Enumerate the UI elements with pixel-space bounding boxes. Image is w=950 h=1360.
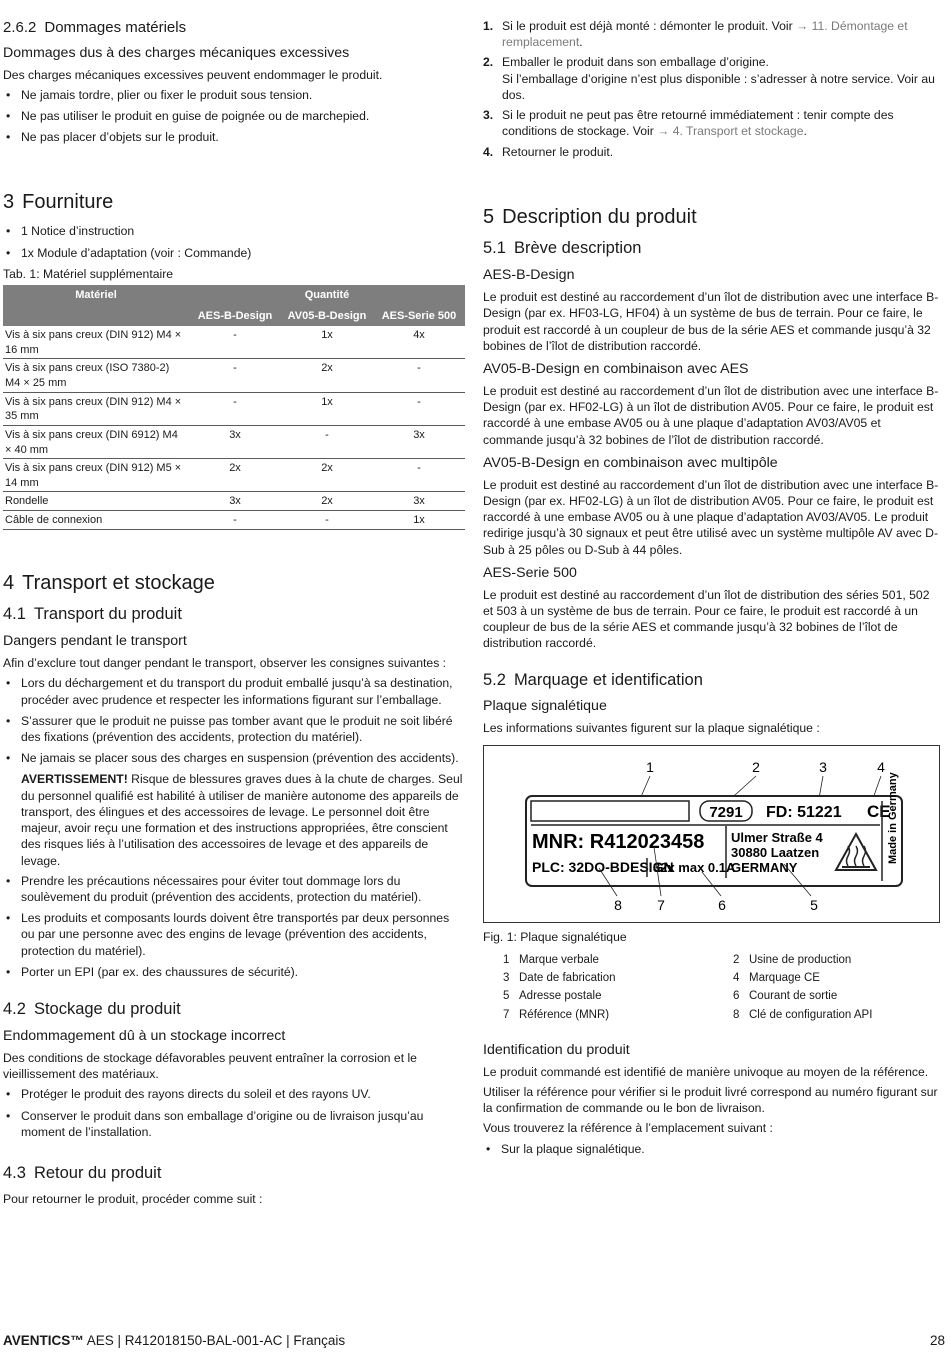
table-cell: Câble de connexion (3, 511, 189, 530)
right-column (483, 18, 941, 1162)
table-cell: - (189, 511, 281, 530)
table-cell: - (373, 392, 465, 425)
table-row (3, 392, 465, 425)
list-item: • Ne pas utiliser le produit en guise de poignée ou de marchepied. (3, 108, 465, 124)
step-item: 3. Si le produit ne peut pas être retourné immédiatement : tenir compte des conditions de stockage. Voir → 4. Transport et stockage. (483, 108, 894, 139)
warning-text: Risque de blessures graves dues à la chute de charges. Seul du personnel qualifié est habilité à utiliser de manière autonome des appareils de transport, des élingues et des accessoires de levage. Le personnel doit être majeur, avoir reçu une formation et des instructions appropriées, être conscient des risques liés à l’utilisation des accessoires de levage et des appareils de levage. (21, 772, 463, 868)
callout-4: 4 (877, 758, 885, 775)
step-item: 4. Retourner le produit. (483, 144, 614, 159)
output-current: 32x max 0.1A (653, 859, 736, 875)
legend-item: 8 Clé de configuration API (733, 1008, 873, 1021)
section-2-6-2-intro: Des charges mécaniques excessives peuvent endommager le produit. (3, 67, 383, 82)
list-item: • Ne pas placer d’objets sur le produit. (3, 129, 465, 145)
table-cell: 3x (189, 425, 281, 458)
table-header-quantity: Quantité (189, 285, 465, 306)
callout-1: 1 (646, 758, 654, 775)
table-cell: - (373, 459, 465, 492)
table-caption: Tab. 1: Matériel supplémentaire (3, 266, 174, 281)
table-cell: - (373, 359, 465, 392)
table-cell: 2x (281, 459, 373, 492)
list-item: • S’assurer que le produit ne puisse pas tomber avant que le produit ne soit libéré des fixations (prévention des accidents, protection du matériel). (3, 713, 465, 745)
figure-caption: Fig. 1: Plaque signalétique (483, 929, 627, 944)
list-item: • Ne jamais se placer sous des charges en suspension (prévention des accidents). (3, 750, 465, 766)
legend-item: 4 Marquage CE (733, 972, 820, 985)
section-4-3-intro: Pour retourner le produit, procéder comme suit : (3, 1191, 263, 1206)
table-cell: 2x (281, 359, 373, 392)
block-heading: AES-B-Design (483, 267, 575, 284)
block-heading: AES-Serie 500 (483, 564, 577, 581)
list-item: • 1 Notice d’instruction (3, 223, 465, 239)
nameplate-drawing (484, 746, 939, 922)
section-5-2-intro: Les informations suivantes figurent sur la plaque signalétique : (483, 721, 820, 736)
list-item: • Porter un EPI (par ex. des chaussures de sécurité). (3, 964, 465, 980)
warning-label: AVERTISSEMENT! (21, 772, 128, 787)
table-cell: Vis à six pans creux (ISO 7380-2) M4 × 25 mm (3, 359, 189, 392)
figure-legend (503, 953, 941, 1023)
table-header-col: AES-B-Design (189, 306, 281, 327)
table-header-col: AES-Serie 500 (373, 306, 465, 327)
address-line: GERMANY (731, 859, 798, 875)
ce-mark-icon: CE (867, 801, 891, 821)
table-cell: - (189, 359, 281, 392)
table-cell: Vis à six pans creux (DIN 912) M4 × 35 mm (3, 392, 189, 425)
step-item: 2. Emballer le produit dans son emballage d’origine. Si l’emballage d’origine n’est plus disponible : s’adresser à notre service. Voir au dos. (483, 55, 935, 102)
identification-bullets (483, 1141, 941, 1157)
table-row (3, 326, 465, 359)
table-row (3, 492, 465, 511)
table-cell: Rondelle (3, 492, 189, 511)
address-line: Ulmer Straße 4 (731, 829, 823, 845)
section-4-1-heading: 4.1 Transport du produit (3, 605, 182, 624)
block-heading: AV05-B-Design en combinaison avec AES (483, 361, 749, 378)
plc-code: PLC: 32DO-BDESIGN (532, 858, 674, 875)
table-cell: 2x (189, 459, 281, 492)
section-2-6-2-bullets (3, 87, 465, 146)
identification-heading: Identification du produit (483, 1041, 630, 1058)
table-cell: - (189, 392, 281, 425)
table-cell: 3x (373, 492, 465, 511)
section-4-1-bullets-2 (3, 873, 465, 980)
table-row (3, 425, 465, 458)
section-4-3-heading: 4.3 Retour du produit (3, 1163, 162, 1182)
chapter-4-heading: 4 Transport et stockage (3, 571, 215, 594)
block-heading: AV05-B-Design en combinaison avec multipôle (483, 454, 778, 471)
section-4-2-bullets (3, 1086, 465, 1140)
table-cell: - (189, 326, 281, 359)
nameplate-figure (483, 745, 940, 923)
callout-7: 7 (657, 896, 665, 913)
table-cell: Vis à six pans creux (DIN 912) M5 × 14 mm (3, 459, 189, 492)
table-cell: 1x (281, 392, 373, 425)
cross-ref-link[interactable]: 11. Démontage et remplacement (502, 19, 908, 50)
page-footer (3, 1332, 945, 1350)
identification-text: Le produit commandé est identifié de manière univoque au moyen de la référence. (483, 1064, 929, 1079)
chapter-3-bullets (3, 223, 465, 260)
arrow-icon: → (657, 124, 670, 139)
table-cell: 1x (373, 511, 465, 530)
chapter-5-heading: 5 Description du produit (483, 205, 697, 228)
list-item: • Lors du déchargement et du transport du produit emballé jusqu’à sa destination, procéder avec prudence et respecter les informations figurant sur l’emballage. (3, 675, 465, 707)
legend-item: 6 Courant de sortie (733, 990, 838, 1003)
block-text: Le produit est destiné au raccordement d’un îlot de distribution avec une interface B-Design (par ex. HF02-LG) à un îlot de distribution AV05. Pour ce faire, le produit est raccordé à une embase AV05 ou à une plaque d’adaptation AV03/AV05. Le produit redirige jusqu’à 30 signaux et peut être utilisé avec un système multipôle AV avec D-Sub à 25 pôles ou D-Sub à 44 pôles. (483, 477, 939, 557)
list-item: • Ne jamais tordre, plier ou fixer le produit sous tension. (3, 87, 465, 103)
section-4-1-intro: Afin d’exclure tout danger pendant le transport, observer les consignes suivantes : (3, 656, 447, 671)
section-4-2-subheading: Endommagement dû à un stockage incorrect (3, 1027, 286, 1044)
brand-name: AVENTICS™ (3, 1333, 84, 1348)
section-4-2-intro: Des conditions de stockage défavorables peuvent entraîner la corrosion et le vieillissement des matériaux. (3, 1050, 417, 1082)
legend-item: 3 Date de fabrication (503, 972, 616, 985)
section-4-1-subheading: Dangers pendant le transport (3, 633, 187, 650)
section-4-1-bullets (3, 675, 465, 766)
table-cell: - (281, 511, 373, 530)
legend-item: 2 Usine de production (733, 953, 852, 966)
return-steps (483, 18, 941, 160)
arrow-icon: → (796, 19, 809, 33)
table-row (3, 511, 465, 530)
address-line: 30880 Laatzen (731, 844, 820, 860)
block-text: Le produit est destiné au raccordement d’un îlot de distribution des séries 501, 502 et 503 à un système de bus de terrain. Pour ce faire, le produit est raccordé à un coupleur de bus de la série AES et commande jusqu’à 32 bobines de l’îlot de distribution raccordé. (483, 587, 930, 651)
table-cell: 1x (281, 326, 373, 359)
made-in-label: Made in Germany (887, 771, 899, 864)
table-cell: - (281, 425, 373, 458)
table-row (3, 459, 465, 492)
callout-8: 8 (614, 896, 622, 913)
section-5-2-heading: 5.2 Marquage et identification (483, 670, 703, 689)
table-cell: Vis à six pans creux (DIN 6912) M4 × 40 mm (3, 425, 189, 458)
table-header-col: AV05-B-Design (281, 306, 373, 327)
table-cell: 2x (281, 492, 373, 511)
legend-item: 7 Référence (MNR) (503, 1008, 610, 1021)
fd-code: FD: 51221 (766, 803, 842, 821)
list-item: • Protéger le produit des rayons directs du soleil et des rayons UV. (3, 1086, 465, 1102)
table-cell: 4x (373, 326, 465, 359)
identification-text: Utiliser la référence pour vérifier si le produit livré correspond au numéro figurant sur la confirmation de commande ou le bon de livraison. (483, 1084, 938, 1116)
identification-text: Vous trouverez la référence à l’emplacement suivant : (483, 1121, 773, 1136)
callout-6: 6 (718, 896, 726, 913)
cross-ref-link[interactable]: 4. Transport et stockage (669, 124, 804, 139)
callout-2: 2 (752, 758, 760, 775)
plant-code: 7291 (709, 803, 743, 821)
section-2-6-2-heading: 2.6.2 Dommages matériels (3, 19, 187, 36)
section-5-1-heading: 5.1 Brève description (483, 239, 642, 258)
table-row (3, 359, 465, 392)
block-text: Le produit est destiné au raccordement d’un îlot de distribution avec une interface B-Design (par ex. HF03-LG, HF04) à un système de bus de terrain. Pour ce faire, le produit est raccordé à un coupleur de bus de la série AES et commande jusqu’à 32 bobines de l’îlot de distribution raccordé. (483, 290, 939, 353)
legend-item: 5 Adresse postale (503, 990, 602, 1003)
supplementary-material-table (3, 285, 465, 530)
list-item: • Conserver le produit dans son emballage d’origine ou de livraison jusqu’au moment de l’installation. (3, 1108, 465, 1140)
table-cell: Vis à six pans creux (DIN 912) M4 × 16 mm (3, 326, 189, 359)
section-2-6-2-subheading: Dommages dus à des charges mécaniques excessives (3, 44, 350, 61)
brand-box (531, 801, 689, 821)
callout-3: 3 (819, 758, 827, 775)
table-cell: 3x (189, 492, 281, 511)
section-4-2-heading: 4.2 Stockage du produit (3, 1000, 181, 1019)
list-item: • Prendre les précautions nécessaires pour éviter tout dommage lors du soulèvement du produit (prévention des accidents, protection du matériel). (3, 873, 465, 905)
step-item: 1. Si le produit est déjà monté : démonter le produit. Voir → 11. Démontage et remplacement. (483, 19, 908, 50)
list-item: • Sur la plaque signalétique. (483, 1141, 941, 1157)
chapter-3-heading: 3 Fourniture (3, 190, 114, 213)
legend-item: 1 Marque verbale (503, 953, 599, 966)
warning-note (3, 771, 465, 868)
left-column (3, 18, 465, 1211)
section-5-2-subheading: Plaque signalétique (483, 698, 607, 715)
list-item: • 1x Module d’adaptation (voir : Commande) (3, 245, 465, 261)
table-cell: 3x (373, 425, 465, 458)
table-header-material: Matériel (3, 285, 189, 326)
doc-reference: AES | R412018150-BAL-001-AC | Français (83, 1333, 346, 1348)
block-text: Le produit est destiné au raccordement d’un îlot de distribution avec une interface B-Design (par ex. HF02-LG) à un îlot de distribution AV05. Pour ce faire, le produit est raccordé à une embase AV05 ou à une plaque d’adaptation AV03/AV05 et commande jusqu’à 32 bobines de l’îlot de distribution raccordé. (483, 383, 939, 447)
callout-5: 5 (810, 896, 818, 913)
list-item: • Les produits et composants lourds doivent être transportés par deux personnes ou par une personne avec des engins de levage (prévention des accidents, protection du matériel). (3, 910, 465, 959)
page-number: 28 (929, 1333, 945, 1348)
mnr-code: MNR: R412023458 (532, 830, 705, 853)
